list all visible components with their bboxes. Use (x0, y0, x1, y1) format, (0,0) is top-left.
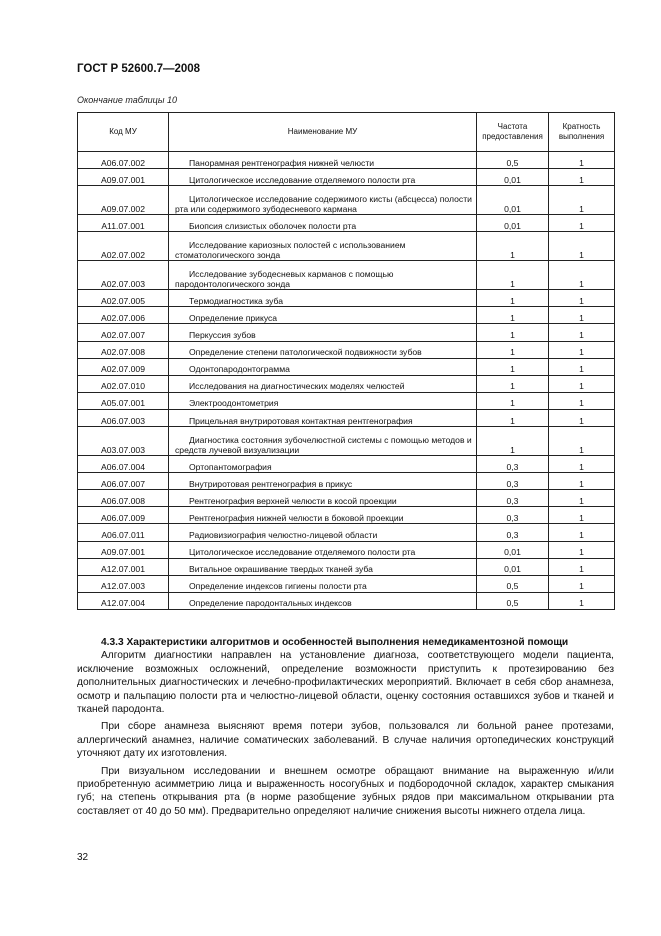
row-multiplicity: 1 (549, 473, 615, 490)
row-code: А06.07.011 (78, 524, 169, 541)
row-multiplicity: 1 (549, 232, 615, 261)
table-row (78, 152, 615, 169)
row-code: А05.07.001 (78, 392, 169, 409)
row-name (169, 186, 477, 215)
row-code: А02.07.006 (78, 307, 169, 324)
row-name-text: Внутриротовая рентгенография в прикус (189, 478, 353, 489)
table-header-row (78, 113, 615, 152)
row-code: А06.07.002 (78, 152, 169, 169)
row-name (169, 261, 477, 290)
table-row (78, 261, 615, 290)
row-name-text: Электроодонтометрия (189, 398, 279, 409)
table-row (78, 358, 615, 375)
header-frequency-line2: предоставления (482, 132, 543, 141)
row-frequency: 0,3 (477, 456, 549, 473)
row-name (169, 358, 477, 375)
row-frequency: 0,3 (477, 473, 549, 490)
row-name (169, 324, 477, 341)
row-multiplicity: 1 (549, 307, 615, 324)
row-code: А06.07.009 (78, 507, 169, 524)
table-caption: Окончание таблицы 10 (77, 95, 177, 105)
row-code: А06.07.008 (78, 490, 169, 507)
row-name (169, 232, 477, 261)
mu-table (77, 112, 615, 610)
row-code: А02.07.007 (78, 324, 169, 341)
row-name-text: Перкуссия зубов (189, 330, 256, 341)
row-multiplicity: 1 (549, 592, 615, 609)
row-frequency: 0,3 (477, 490, 549, 507)
row-frequency: 1 (477, 427, 549, 456)
row-name-text: Цитологическое исследование отделяемого полости рта (189, 174, 416, 185)
paragraph: При сборе анамнеза выясняют время потери зубов, пользовался ли больной ранее протезами, аллергический анамнез, наличие соматических заболеваний. В случае наличия ортопедических конструкций уточняют дату их изготовления. (77, 721, 614, 760)
row-name (169, 575, 477, 592)
row-code: А02.07.005 (78, 290, 169, 307)
row-multiplicity: 1 (549, 490, 615, 507)
table-row (78, 473, 615, 490)
row-name (169, 427, 477, 456)
row-frequency: 1 (477, 307, 549, 324)
row-name (169, 473, 477, 490)
row-frequency: 0,5 (477, 152, 549, 169)
row-multiplicity: 1 (549, 215, 615, 232)
row-code: А06.07.004 (78, 456, 169, 473)
row-name (169, 169, 477, 186)
row-multiplicity: 1 (549, 169, 615, 186)
table-row (78, 186, 615, 215)
header-name: Наименование МУ (169, 113, 477, 152)
row-multiplicity: 1 (549, 575, 615, 592)
row-frequency: 0,3 (477, 524, 549, 541)
table-row (78, 232, 615, 261)
row-multiplicity: 1 (549, 427, 615, 456)
row-name-text: Панорамная рентгенография нижней челюсти (189, 157, 375, 168)
page-number: 32 (77, 852, 89, 863)
row-multiplicity: 1 (549, 507, 615, 524)
row-name (169, 456, 477, 473)
row-name-text: Радиовизиография челюстно-лицевой области (189, 530, 378, 541)
row-name-text: Витальное окрашивание твердых тканей зуба (189, 564, 373, 575)
row-multiplicity: 1 (549, 261, 615, 290)
header-multiplicity (549, 113, 615, 152)
row-name-text: Ортопантомография (189, 461, 272, 472)
row-frequency: 0,01 (477, 169, 549, 186)
row-code: А12.07.003 (78, 575, 169, 592)
row-frequency: 1 (477, 392, 549, 409)
row-name-text: Определение пародонтальных индексов (189, 598, 352, 609)
row-code: А06.07.003 (78, 409, 169, 426)
row-name-text: Биопсия слизистых оболочек полости рта (189, 220, 357, 231)
row-name-text: Определение индексов гигиены полости рта (189, 581, 367, 592)
row-multiplicity: 1 (549, 409, 615, 426)
table-body (78, 152, 615, 610)
row-name-text: Исследования на диагностических моделях челюстей (189, 381, 405, 392)
row-name (169, 375, 477, 392)
table-row (78, 215, 615, 232)
row-frequency: 0,01 (477, 558, 549, 575)
row-code: А09.07.001 (78, 541, 169, 558)
row-code: А06.07.007 (78, 473, 169, 490)
row-code: А02.07.002 (78, 232, 169, 261)
table-row (78, 456, 615, 473)
table-row (78, 541, 615, 558)
row-name-text: Рентгенография верхней челюсти в косой проекции (189, 495, 397, 506)
row-frequency: 1 (477, 409, 549, 426)
row-frequency: 1 (477, 341, 549, 358)
row-frequency: 0,3 (477, 507, 549, 524)
row-multiplicity: 1 (549, 456, 615, 473)
row-code: А02.07.008 (78, 341, 169, 358)
row-frequency: 0,01 (477, 215, 549, 232)
row-name (169, 392, 477, 409)
row-multiplicity: 1 (549, 541, 615, 558)
row-frequency: 1 (477, 261, 549, 290)
row-name (169, 490, 477, 507)
header-multiplicity-line2: выполнения (558, 132, 605, 141)
table-row (78, 290, 615, 307)
row-code: А11.07.001 (78, 215, 169, 232)
row-code: А09.07.001 (78, 169, 169, 186)
row-name-text: Рентгенография нижней челюсти в боковой проекции (189, 512, 404, 523)
row-name-text: Термодиагностика зуба (189, 295, 283, 306)
row-code: А12.07.004 (78, 592, 169, 609)
row-code: А02.07.003 (78, 261, 169, 290)
row-multiplicity: 1 (549, 186, 615, 215)
paragraph: Алгоритм диагностики направлен на установление диагноза, соответствующего модели пациента, исключение возможных осложнений, определение возможности приступить к протезированию без дополнительных диагностических и лечебно-профилактических мероприятий. Включает в себя сбор анамнеза, осмотр и пальпацию полости рта и челюстно-лицевой области, оценку состояния оставшихся зубов и тканей и тканей пародонта. (77, 650, 614, 716)
table-row (78, 558, 615, 575)
table-row (78, 341, 615, 358)
row-name (169, 215, 477, 232)
table-row (78, 575, 615, 592)
row-name (169, 152, 477, 169)
row-name-text: Цитологическое исследование отделяемого полости рта (189, 547, 416, 558)
table-row (78, 427, 615, 456)
row-frequency: 1 (477, 232, 549, 261)
row-multiplicity: 1 (549, 290, 615, 307)
header-frequency-line1: Частота (497, 121, 528, 131)
row-code: А12.07.001 (78, 558, 169, 575)
row-frequency: 0,01 (477, 186, 549, 215)
row-multiplicity: 1 (549, 375, 615, 392)
row-frequency: 1 (477, 290, 549, 307)
row-name-text: Определение степени патологической подвижности зубов (189, 347, 422, 358)
row-name-text: Исследование зубодесневых карманов с помощью пародонтологического зонда (175, 269, 394, 289)
section-title: 4.3.3 Характеристики алгоритмов и особенностей выполнения немедикаментозной помощи (101, 637, 569, 648)
header-multiplicity-line1: Кратность (562, 121, 601, 131)
section-text (77, 636, 614, 818)
row-name (169, 409, 477, 426)
row-name-text: Одонтопародонтограмма (189, 364, 290, 375)
row-multiplicity: 1 (549, 558, 615, 575)
row-code: А02.07.009 (78, 358, 169, 375)
row-name-text: Исследование кариозных полостей с использованием стоматологического зонда (175, 240, 406, 260)
row-name (169, 541, 477, 558)
row-frequency: 0,5 (477, 575, 549, 592)
row-code: А03.07.003 (78, 427, 169, 456)
table-row (78, 169, 615, 186)
row-name (169, 507, 477, 524)
header-frequency (477, 113, 549, 152)
row-name-text: Диагностика состояния зубочелюстной системы с помощью методов и средств лучевой визуализации (175, 435, 472, 455)
table-row (78, 409, 615, 426)
table-row (78, 392, 615, 409)
row-name (169, 290, 477, 307)
table-row (78, 524, 615, 541)
table-row (78, 490, 615, 507)
table-row (78, 324, 615, 341)
row-name (169, 592, 477, 609)
table-row (78, 507, 615, 524)
row-frequency: 0,5 (477, 592, 549, 609)
row-name-text: Прицельная внутриротовая контактная рентгенография (189, 415, 413, 426)
table-row (78, 592, 615, 609)
row-name-text: Цитологическое исследование содержимого кисты (абсцесса) полости рта или содержимого зубодесневого кармана (175, 194, 472, 214)
paragraph: При визуальном исследовании и внешнем осмотре обращают внимание на выраженную и/или приобретенную асимметрию лица и выраженность носогубных и подбородочной складок, характер смыкания губ; на степень открывания рта (в норме разобщение зубных рядов при максимальном открывании рта составляет от 40 до 50 мм). Предварительно определяют наличие снижения высоты нижнего отдела лица. (77, 765, 614, 817)
row-code: А09.07.002 (78, 186, 169, 215)
row-frequency: 1 (477, 324, 549, 341)
row-multiplicity: 1 (549, 324, 615, 341)
row-multiplicity: 1 (549, 524, 615, 541)
document-header: ГОСТ Р 52600.7—2008 (77, 63, 201, 75)
row-multiplicity: 1 (549, 341, 615, 358)
row-multiplicity: 1 (549, 392, 615, 409)
header-code: Код МУ (78, 113, 169, 152)
row-name (169, 558, 477, 575)
row-frequency: 1 (477, 358, 549, 375)
row-name-text: Определение прикуса (189, 313, 278, 324)
row-frequency: 0,01 (477, 541, 549, 558)
row-name (169, 341, 477, 358)
table-row (78, 375, 615, 392)
row-code: А02.07.010 (78, 375, 169, 392)
row-frequency: 1 (477, 375, 549, 392)
row-name (169, 524, 477, 541)
row-name (169, 307, 477, 324)
row-multiplicity: 1 (549, 358, 615, 375)
table-row (78, 307, 615, 324)
row-multiplicity: 1 (549, 152, 615, 169)
